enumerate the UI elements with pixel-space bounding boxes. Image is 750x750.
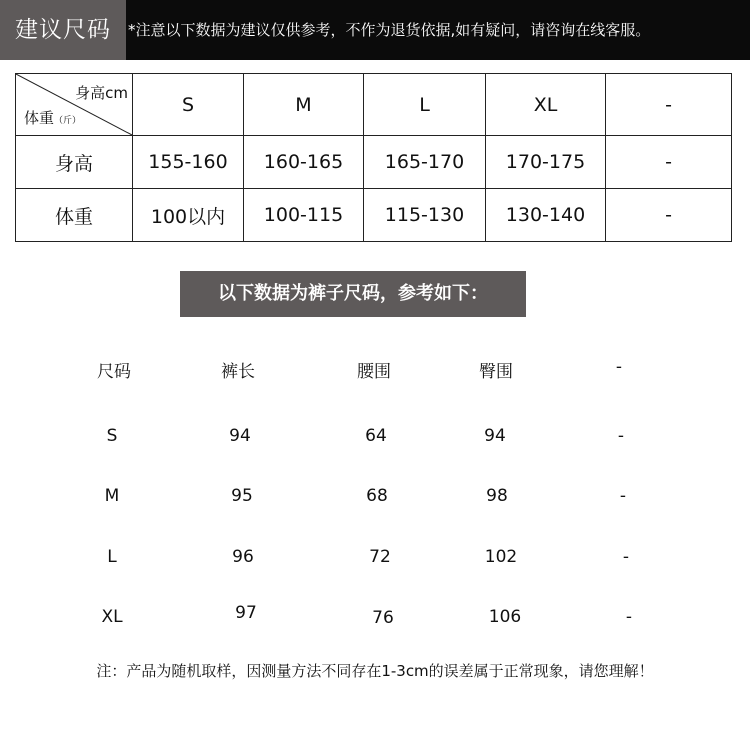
pants-header-size: 尺码 <box>97 362 131 382</box>
pants-cell: XL <box>101 607 123 627</box>
table-header-row <box>16 74 732 136</box>
corner-height-label: 身高cm <box>75 84 128 102</box>
size-header-cell: S <box>133 74 244 136</box>
pants-cell: S <box>106 426 118 446</box>
pants-cell: 76 <box>372 608 394 628</box>
pants-cell: 94 <box>229 426 251 446</box>
size-header-cell: L <box>364 74 486 136</box>
pants-cell: - <box>622 547 630 567</box>
pants-cell: - <box>617 426 625 446</box>
table-cell: - <box>606 136 732 189</box>
pants-cell: 95 <box>231 486 253 506</box>
row-label: 体重 <box>16 189 133 242</box>
pants-header-length: 裤长 <box>221 362 255 382</box>
table-cell: 115-130 <box>364 189 486 242</box>
pants-cell: L <box>107 547 117 567</box>
table-cell: 160-165 <box>244 136 364 189</box>
table-row-height <box>16 136 732 189</box>
header-bar <box>0 0 750 60</box>
pants-cell: M <box>104 486 120 506</box>
footnote: 注：产品为随机取样，因测量方法不同存在1-3cm的误差属于正常现象，请您理解！ <box>96 662 654 680</box>
pants-cell: 98 <box>486 486 508 506</box>
pants-cell: 106 <box>488 607 522 627</box>
page-title: 建议尺码 <box>0 0 126 60</box>
corner-weight-text: 体重 <box>24 109 55 127</box>
pants-cell: 72 <box>369 547 391 567</box>
pants-header-blank: - <box>615 357 623 377</box>
pants-header-hip: 臀围 <box>479 362 513 382</box>
pants-cell: - <box>619 486 627 506</box>
pants-size-banner: 以下数据为裤子尺码，参考如下： <box>180 271 526 317</box>
pants-cell: 64 <box>365 426 387 446</box>
size-header-cell: - <box>606 74 732 136</box>
pants-cell: - <box>625 607 633 627</box>
size-header-cell: M <box>244 74 364 136</box>
pants-cell: 68 <box>366 486 388 506</box>
row-label: 身高 <box>16 136 133 189</box>
table-cell: 170-175 <box>486 136 606 189</box>
pants-cell: 96 <box>232 547 254 567</box>
corner-weight-label <box>24 107 81 128</box>
size-header-cell: XL <box>486 74 606 136</box>
table-cell: 165-170 <box>364 136 486 189</box>
table-row-weight <box>16 189 732 242</box>
table-cell: 130-140 <box>486 189 606 242</box>
size-recommendation-table <box>15 73 732 242</box>
pants-cell: 102 <box>484 547 518 567</box>
pants-cell: 97 <box>235 603 257 623</box>
table-cell: 100-115 <box>244 189 364 242</box>
header-note: *注意以下数据为建议仅供参考，不作为退货依据,如有疑问，请咨询在线客服。 <box>128 21 651 39</box>
corner-weight-unit: （斤） <box>54 116 82 126</box>
table-cell: 155-160 <box>133 136 244 189</box>
pants-header-waist: 腰围 <box>357 362 391 382</box>
table-cell: - <box>606 189 732 242</box>
corner-cell <box>16 74 133 136</box>
pants-cell: 94 <box>484 426 506 446</box>
table-cell: 100以内 <box>133 189 244 242</box>
